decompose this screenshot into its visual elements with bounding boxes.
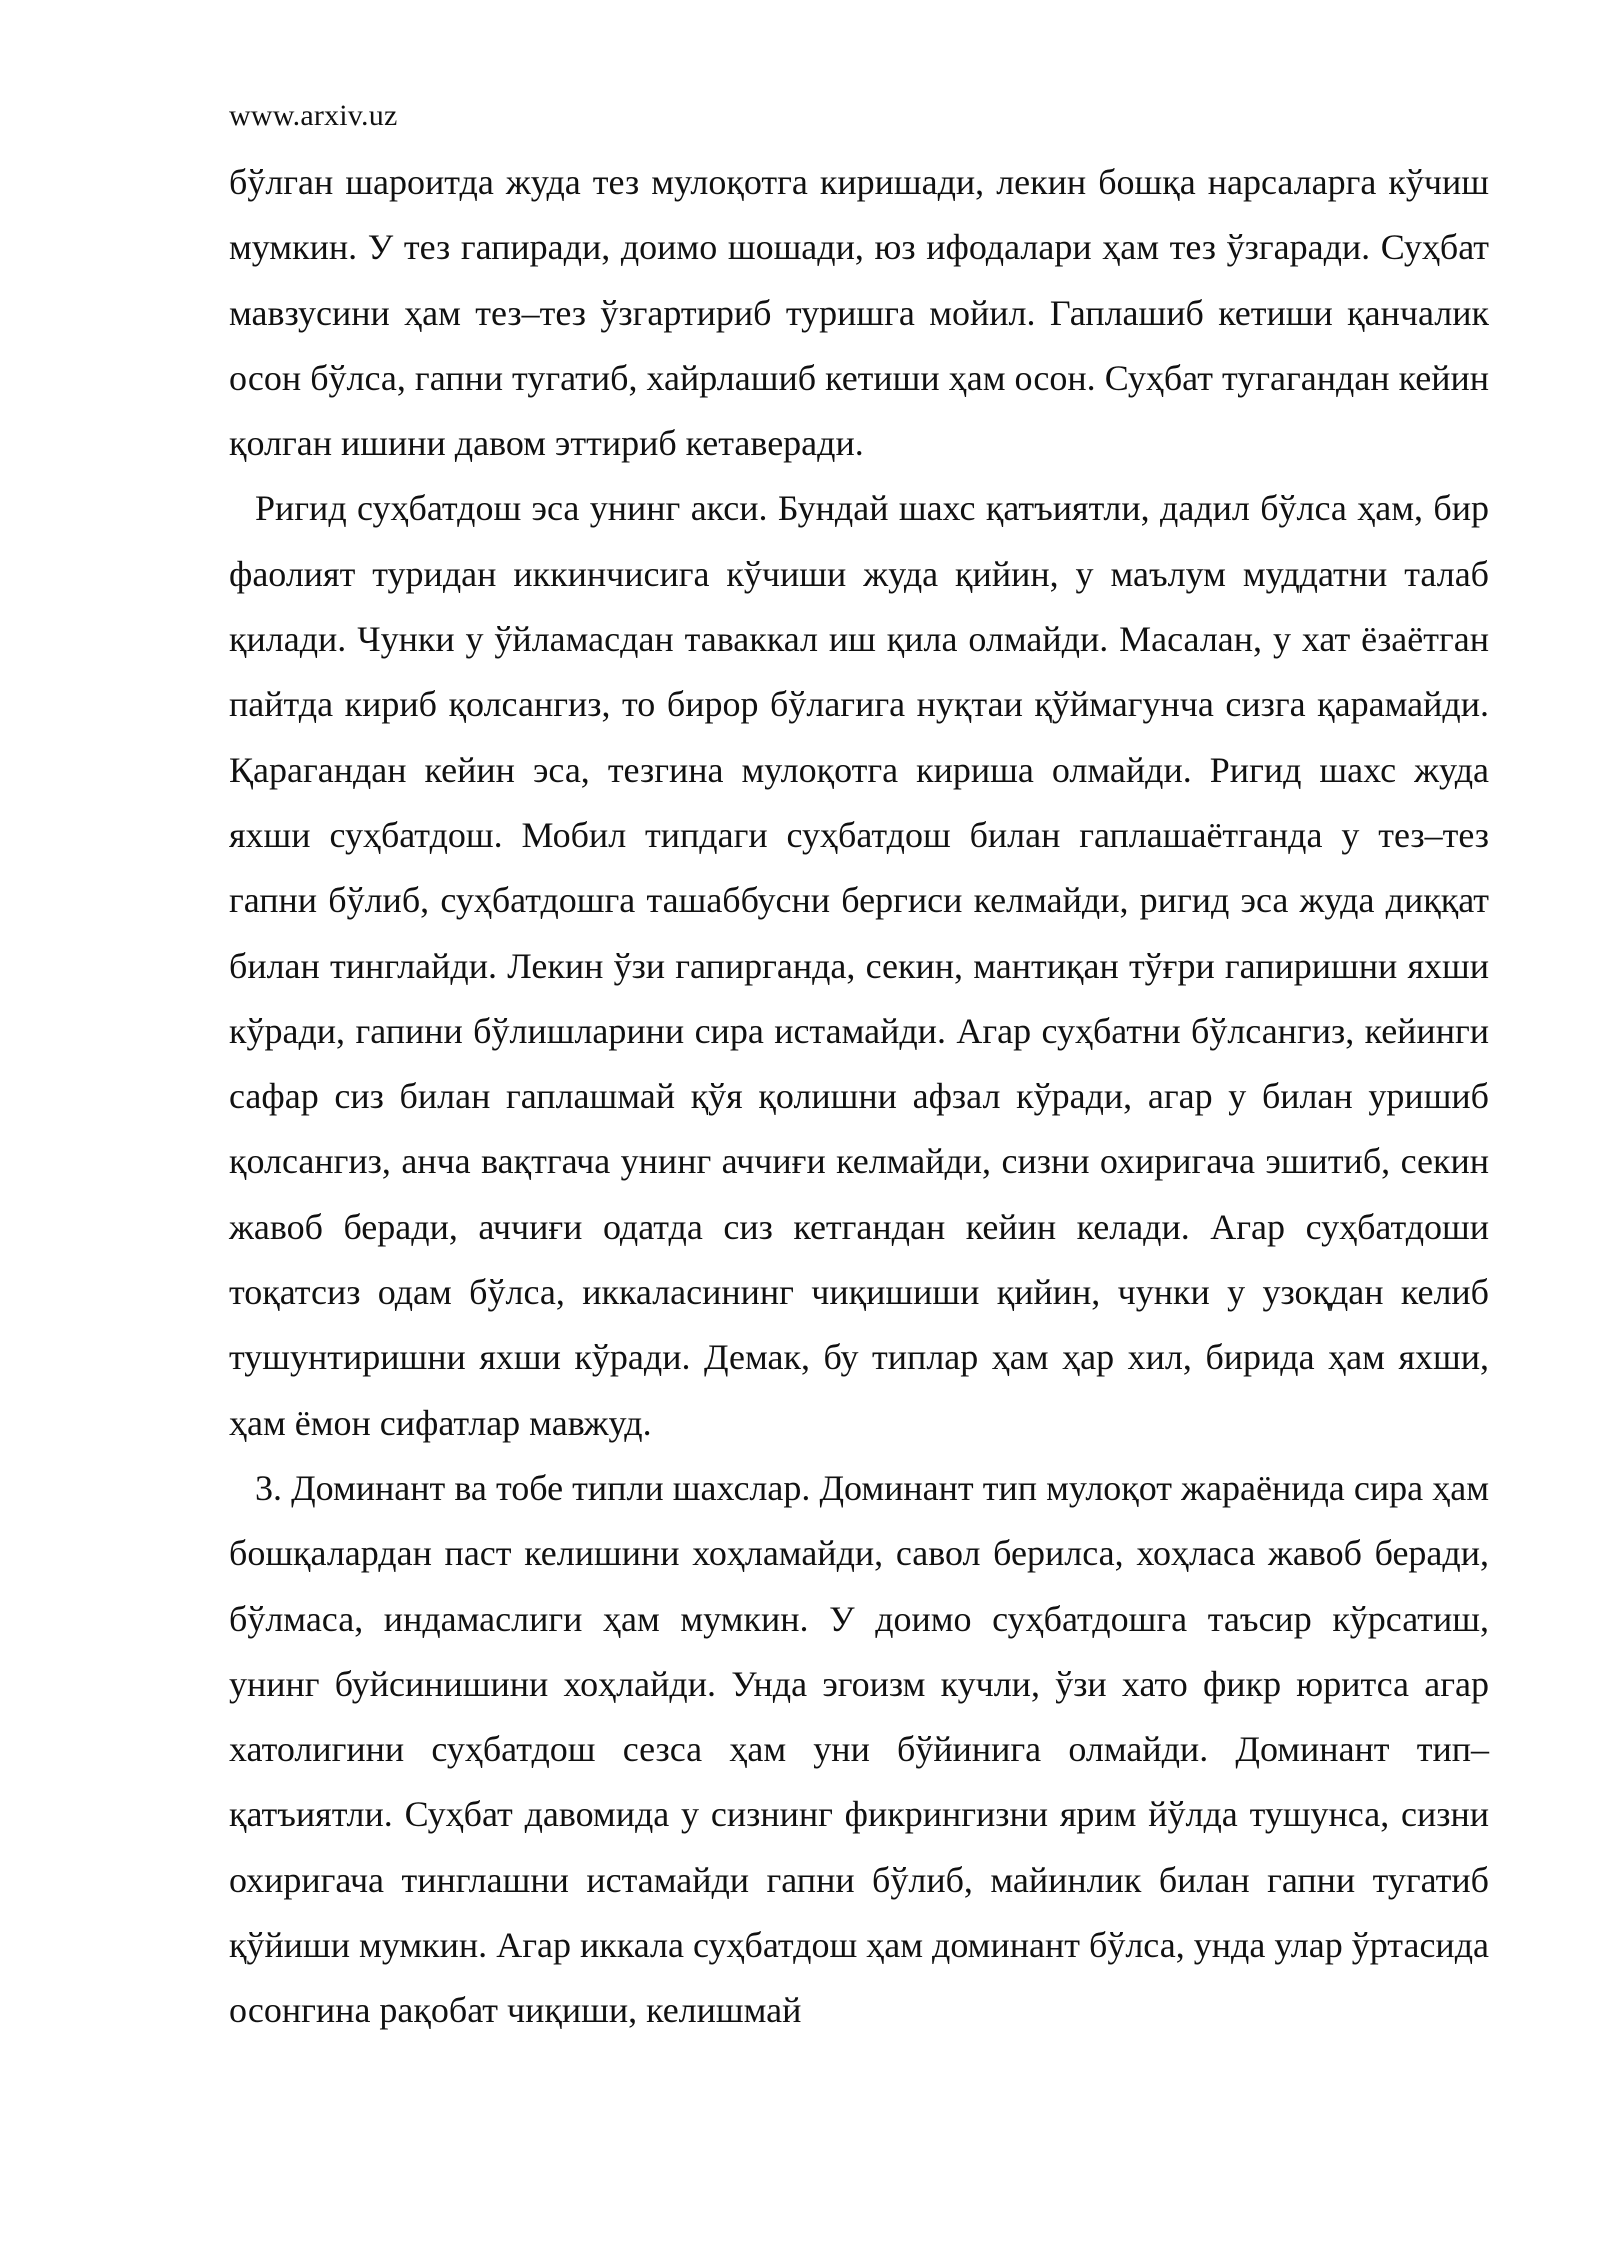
paragraph-rigid-interlocutor: Ригид суҳбатдош эса унинг акси. Бундай шахс қатъиятли, дадил бўлса ҳам, бир фаолият туридан иккинчисига кўчиши жуда қийин, у маълум муддатни талаб қилади. Чунки у ўйламасдан таваккал иш қила олмайди. Масалан, у хат ёзаётган пайтда кириб қолсангиз, то бирор бўлагига нуқтаи қўймагунча сизга қарамайди. Қарагандан кейин эса, тезгина мулоқотга кириша олмайди. Ригид шахс жуда яхши суҳбатдош. Мобил типдаги суҳбатдош билан гаплашаётганда у тез–тез гапни бўлиб, суҳбатдошга ташаббусни бергиси келмайди, ригид эса жуда диққат билан тинглайди. Лекин ўзи гапирганда, секин, мантиқан тўғри гапиришни яхши кўради, гапини бўлишларини сира истамайди. Агар суҳбатни бўлсангиз, кейинги сафар сиз билан гаплашмай қўя қолишни афзал кўради, агар у билан уришиб қолсангиз, анча вақтгача унинг аччиғи келмайди, сизни охиригача эшитиб, секин жавоб беради, аччиғи одатда сиз кетгандан кейин келади. Агар суҳбатдоши тоқатсиз одам бўлса, иккаласининг чиқишиши қийин, чунки у узоқдан келиб тушунтиришни яхши кўради. Демак, бу типлар ҳам ҳар хил, бирида ҳам яхши, ҳам ёмон сифатлар мавжуд.	[229, 488, 1489, 1443]
document-body	[229, 150, 1489, 2044]
site-url-header: www.arxiv.uz	[229, 99, 398, 132]
paragraph-continuation: бўлган шароитда жуда тез мулоқотга киришади, лекин бошқа нарсаларга кўчиш мумкин. У тез гапиради, доимо шошади, юз ифодалари ҳам тез ўзгаради. Суҳбат мавзусини ҳам тез–тез ўзгартириб туришга мойил. Гаплашиб кетиши қанчалик осон бўлса, гапни тугатиб, хайрлашиб кетиши ҳам осон. Суҳбат тугагандан кейин қолган ишини давом эттириб кетаверади.	[229, 162, 1489, 464]
paragraph-dominant-type: 3. Доминант ва тобе типли шахслар. Доминант тип мулоқот жараёнида сира ҳам бошқалардан паст келишини хоҳламайди, савол берилса, хоҳласа жавоб беради, бўлмаса, индамаслиги ҳам мумкин. У доимо суҳбатдошга таъсир кўрсатиш, унинг буйсинишини хоҳлайди. Унда эгоизм кучли, ўзи хато фикр юритса агар хатолигини суҳбатдош сезса ҳам уни бўйинига олмайди. Доминант тип–қатъиятли. Суҳбат давомида у сизнинг фикрингизни ярим йўлда тушунса, сизни охиригача тинглашни истамайди гапни бўлиб, майинлик билан гапни тугатиб қўйиши мумкин. Агар иккала суҳбатдош ҳам доминант бўлса, унда улар ўртасида осонгина рақобат чиқиши, келишмай	[229, 1467, 1489, 2031]
